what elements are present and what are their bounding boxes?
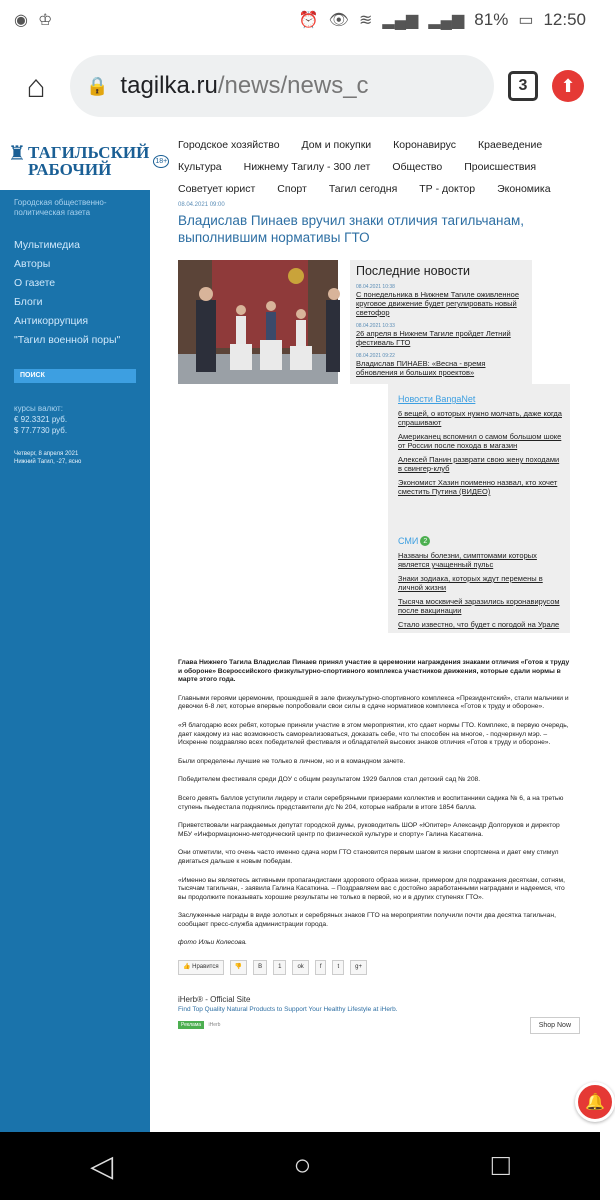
article-date: 08.04.2021 09:00 (178, 202, 225, 208)
sidebar (0, 132, 168, 1132)
menu-item[interactable]: Спорт (277, 183, 307, 195)
url-host: tagilka.ru (120, 72, 218, 99)
weather: Нижний Тагил, -27, ясно (14, 459, 82, 465)
menu-item[interactable]: Коронавирус (393, 139, 456, 151)
article-body (178, 659, 570, 975)
status-bar (0, 0, 600, 40)
menu-item[interactable]: Происшествия (464, 161, 537, 173)
rates-label: курсы валют: (14, 404, 63, 413)
gplus-button[interactable]: g+ (350, 960, 367, 975)
article-paragraph: Победителем фестиваля среди ДОУ с общим результатом 1929 баллов стал детский сад № 208. (178, 776, 481, 784)
sidebar-item-tagil-war[interactable]: "Тагил военной поры" (14, 334, 121, 346)
vk-button[interactable]: В (253, 960, 267, 975)
banganet-link[interactable]: Американец вспомнил о самом большом шоке от России после похода в магазин (398, 432, 562, 450)
sidebar-item-about[interactable]: О газете (14, 277, 56, 289)
article-paragraph: Они отметили, что очень часто именно сдача норм ГТО становится первым шагом в жизни спортсмена и дает ему стимул двигаться дальше к новым победам. (178, 849, 559, 865)
home-icon[interactable]: ⌂ (26, 67, 46, 104)
ad-block[interactable] (178, 995, 570, 1031)
crest-icon: ♜ (8, 143, 26, 165)
news-date: 08.04.2021 10:33 (356, 323, 395, 329)
date-weather (0, 436, 150, 466)
sidebar-item-multimedia[interactable]: Мультимедиа (14, 239, 80, 251)
url-path: /news/news_c (217, 72, 369, 99)
lock-icon: 🔒 (86, 75, 109, 96)
recents-icon[interactable]: □ (491, 1149, 510, 1182)
current-date: Четверг, 8 апреля 2021 (14, 451, 79, 457)
facebook-button[interactable]: f (315, 960, 327, 975)
smi-link[interactable]: Названы болезни, симптомами которых является учащенный пульс (398, 551, 537, 569)
sidebar-item-anticorruption[interactable]: Антикоррупция (14, 315, 89, 327)
main-content (150, 132, 600, 1132)
menu-item[interactable]: Культура (178, 161, 222, 173)
menu-item[interactable]: Краеведение (478, 139, 543, 151)
age-badge: 18+ (153, 155, 169, 168)
smi-count-badge: 2 (420, 536, 430, 546)
ad-badge: Реклама (178, 1021, 204, 1029)
shop-now-button[interactable]: Shop Now (530, 1017, 580, 1034)
ad-source: iHerb (208, 1021, 221, 1028)
article-paragraph: «Именно вы являетесь активными пропагандистами здорового образа жизни, примером для подражания десяткам, сотням, тысячам тагильчан, - заявила Галина Касаткина. – Поздравляем вас с достойно заработанными наградами и надеемся, что вы продолжите показывать хорошие результаты не только в первой, но и в других ступенях ГТО». (178, 876, 566, 901)
menu-item[interactable]: Советует юрист (178, 183, 256, 195)
url-bar[interactable] (70, 55, 494, 117)
logo-line1: ТАГИЛЬСКИЙ (28, 143, 150, 162)
ok-button[interactable]: ok (292, 960, 308, 975)
latest-news-item[interactable] (356, 323, 526, 347)
eye-icon: 👁 (328, 12, 349, 29)
wifi-icon: ≋ (358, 12, 373, 29)
category-menu (178, 138, 572, 196)
article-lead: Глава Нижнего Тагила Владислав Пинаев принял участие в церемонии награждения знаками отличия «Готов к труду и обороне» Всероссийского физкультурно-спортивного комплекса участников движения, которые сдали нормы в марте этого года. (178, 659, 570, 684)
banganet-title[interactable]: Новости BangaNet (398, 394, 476, 404)
latest-news-item[interactable] (356, 353, 526, 377)
news-link[interactable]: С понедельника в Нижнем Тагиле оживленное круговое движение будет регулировать новый светофор (356, 290, 519, 317)
update-icon[interactable]: ⬆ (552, 70, 584, 102)
article-paragraph: «Я благодарю всех ребят, которые приняли участие в этом мероприятии, кто сдает нормы ГТО. Комплекс, в первую очередь, дает каждому из нас возможность самореализоваться, доказать себе, что ты способен на многое, - подчеркнул мэр. – Искренне поздравляю всех победителей фестиваля и обладателей высоких знаков отличия «Готов к труду и обороне». (178, 721, 569, 747)
menu-item[interactable]: Городское хозяйство (178, 139, 280, 151)
sidebar-item-blogs[interactable]: Блоги (14, 296, 43, 308)
banganet-link[interactable]: 6 вещей, о которых нужно молчать, даже когда спрашивают (398, 409, 562, 427)
rate-eur: € 92.3321 руб. (14, 415, 68, 424)
menu-item[interactable]: ТР - доктор (419, 183, 476, 195)
share-count: 1 (273, 960, 286, 975)
web-page (0, 132, 600, 1132)
news-link[interactable]: 26 апреля в Нижнем Тагиле пройдет Летний фестиваль ГТО (356, 329, 511, 347)
smi-link[interactable]: Знаки зодиака, которых ждут перемены в личной жизни (398, 574, 543, 592)
twitter-button[interactable]: t (332, 960, 344, 975)
ad-title[interactable]: iHerb® - Official Site (178, 994, 251, 1004)
article-paragraph: Главными героями церемонии, прошедшей в зале физкультурно-спортивного комплекса «Президентский», стали мальчики и девочки 6-8 лет, которые впервые попробовали свои силы в сдаче нормативов комплекса «Готов к труду и обороне». (178, 694, 569, 711)
tab-switcher-button[interactable]: 3 (508, 71, 538, 101)
social-buttons (178, 960, 570, 975)
banganet-block (388, 384, 570, 633)
like-button[interactable]: 👍 Нравится (178, 960, 224, 975)
menu-item[interactable]: Экономика (497, 183, 551, 195)
signal-icon: ▂▄▆ (382, 12, 419, 29)
clock: 12:50 (543, 10, 586, 29)
latest-news (350, 260, 532, 384)
article-paragraph: Всего девять баллов уступили лидеру и стали серебряными призерами коллектив и воспитанники садика № 6, а на третью ступень пьедестала поднялись представители д/с № 204, которые набрали в итоге 1854 балла. (178, 794, 564, 811)
rate-usd: $ 77.7730 руб. (14, 426, 68, 435)
currency-rates (0, 383, 150, 436)
sidebar-item-authors[interactable]: Авторы (14, 258, 51, 270)
banganet-link[interactable]: Алексей Панин разврати свою жену походами в свингер-клуб (398, 455, 560, 473)
back-icon[interactable]: ◁ (90, 1149, 114, 1183)
photo-credit: фото Ильи Колесова. (178, 939, 248, 947)
smi-link[interactable]: Стало известно, что будет с погодой на Урале (398, 620, 560, 629)
article-photo (178, 260, 338, 384)
site-logo[interactable] (0, 132, 168, 190)
article-paragraph: Были определены лучшие не только в личном, но и в командном зачете. (178, 757, 406, 765)
battery-icon: ▭ (518, 12, 534, 29)
search-button[interactable]: ПОИСК (14, 369, 136, 383)
logo-line2: РАБОЧИЙ (28, 160, 112, 179)
menu-item[interactable]: Общество (392, 161, 443, 173)
article-headline: Владислав Пинаев вручил знаки отличия тагильчанам, выполнившим нормативы ГТО (178, 213, 525, 245)
smi-label: СМИ (398, 536, 419, 546)
rss-icon: ◉ (14, 12, 28, 29)
article-paragraph: Приветствовали награждаемых депутат городской думы, руководитель ШОР «Юпитер» Александр Долгоруков и директор МБУ «Информационно-методический центр по физической культуре и спорту» Галина Касаткина. (178, 822, 560, 838)
dislike-button[interactable]: 👎 (230, 960, 247, 975)
menu-item[interactable]: Дом и покупки (301, 139, 372, 151)
smi-link[interactable]: Тысяча москвичей заразились коронавирусом после вакцинации (398, 597, 560, 615)
browser-toolbar (0, 40, 600, 132)
latest-news-item[interactable] (356, 284, 526, 317)
battery-percent: 81% (474, 10, 509, 29)
home-nav-icon[interactable]: ○ (293, 1149, 312, 1182)
news-date: 08.04.2021 09:22 (356, 353, 395, 359)
menu-item[interactable]: Тагил сегодня (328, 183, 398, 195)
signal2-icon: ▂▄▆ (428, 12, 465, 29)
sidebar-nav (0, 226, 150, 359)
article-paragraph: Заслуженные награды в виде золотых и серебряных знаков ГТО на мероприятии получили почти два десятка тагильчан, сообщает пресс-служба администрации города. (178, 912, 556, 928)
latest-news-title: Последние новости (356, 264, 471, 278)
smi-title[interactable] (398, 536, 564, 546)
notification-bell-icon[interactable]: 🔔 (575, 1082, 615, 1122)
crown-icon: ♔ (37, 12, 53, 29)
ad-text[interactable]: Find Top Quality Natural Products to Support Your Healthy Lifestyle at iHerb. (178, 1005, 398, 1013)
alarm-icon: ⏰ (298, 12, 319, 29)
banganet-link[interactable]: Экономист Хазин поименно назвал, кто хочет сместить Путина (ВИДЕО) (398, 478, 558, 496)
news-link[interactable]: Владислав ПИНАЕВ: «Весна - время обновления и больших проектов» (356, 359, 486, 377)
menu-item[interactable]: Нижнему Тагилу - 300 лет (243, 161, 371, 173)
android-nav-bar (0, 1132, 600, 1200)
news-date: 08.04.2021 10:38 (356, 284, 395, 290)
site-tagline: Городская общественно-политическая газета (14, 198, 107, 217)
